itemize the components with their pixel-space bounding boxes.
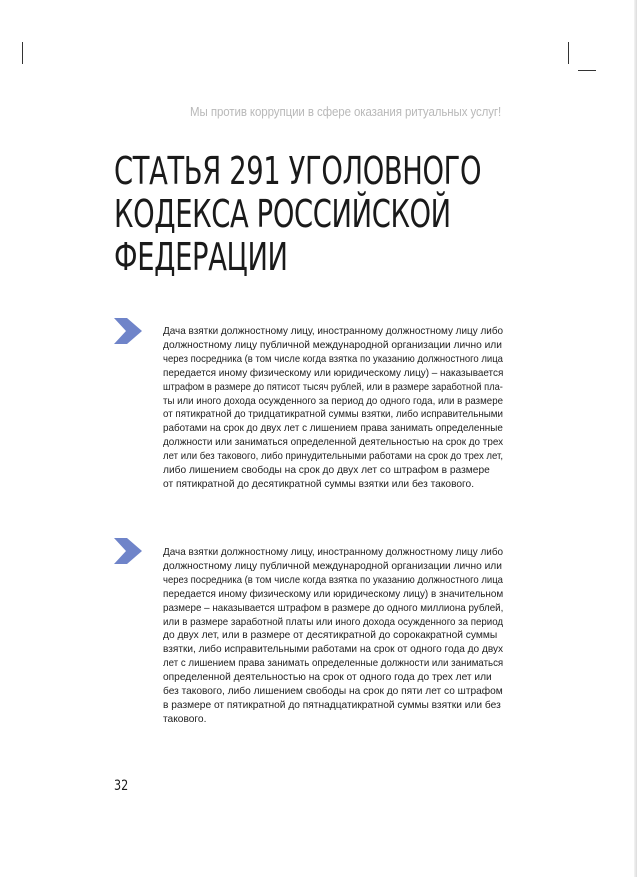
paragraph-line: должности или заниматься определенной деятельностью на срок до трех <box>163 437 504 449</box>
paragraph-line: от пятикратной до десятикратной суммы взятки или без такового. <box>163 478 475 490</box>
paragraph-line: должностному лицу публичной международной организации лично или <box>163 560 502 572</box>
paragraph-line: Дача взятки должностному лицу, иностранному должностному лицу либо <box>163 326 504 337</box>
paragraph-line: лет с лишением права занимать определенные должности или заниматься <box>163 658 504 670</box>
paragraph-line: Дача взятки должностному лицу, иностранному должностному лицу либо <box>163 547 504 558</box>
crop-mark-right-horizontal <box>578 70 596 71</box>
paragraph-line: до двух лет, или в размере от десятикратной до сорокакратной суммы <box>163 630 498 642</box>
paragraph-line: либо лишением свободы на срок до двух лет со штрафом в размере <box>163 465 490 477</box>
paragraph-line: ты или иного дохода осужденного за период до одного года, или в размере <box>163 395 503 407</box>
body-paragraph-1 <box>163 325 503 492</box>
paragraph-line: определенной деятельностью на срок от одного года до трех лет или <box>163 672 492 684</box>
paragraph-line: взятки, либо исправительными работами на срок от одного года до двух <box>163 644 504 656</box>
paragraph-line: от пятикратной до тридцатикратной суммы взятки, либо исправительными <box>163 409 503 421</box>
chevron-right-icon <box>114 538 142 564</box>
article-title <box>114 149 482 279</box>
paragraph-line: или в размере заработной платы или иного дохода осужденного за период <box>163 616 504 628</box>
chevron-right-icon <box>114 318 142 344</box>
body-paragraph-2 <box>163 546 503 727</box>
paragraph-line: через посредника (в том числе когда взятка по указанию должностного лица <box>163 574 503 586</box>
paragraph-line: размере – наказывается штрафом в размере до одного миллиона рублей, <box>163 602 504 614</box>
chevron-shape <box>114 318 142 344</box>
paragraph-line: работами на срок до двух лет с лишением права занимать определенные <box>163 423 503 435</box>
paragraph-line: без такового, либо лишением свободы на срок до пяти лет со штрафом <box>163 686 503 698</box>
crop-mark-left <box>22 42 23 64</box>
title-line: ФЕДЕРАЦИИ <box>114 235 288 279</box>
crop-mark-right <box>568 42 569 64</box>
paragraph-line: передается иному физическому или юридическому лицу) – наказывается <box>163 367 504 379</box>
paragraph-line: в размере от пятикратной до пятнадцатикратной суммы взятки или без <box>163 699 501 711</box>
paragraph-line: через посредника (в том числе когда взятка по указанию должностного лица <box>163 353 503 365</box>
paragraph-line: такового. <box>163 713 207 725</box>
header-tagline: Мы против коррупции в сфере оказания ритуальных услуг! <box>189 105 501 119</box>
paragraph-line: штрафом в размере до пятисот тысяч рублей, или в размере заработной пла- <box>163 381 503 393</box>
title-line: СТАТЬЯ 291 УГОЛОВНОГО <box>114 149 482 193</box>
chevron-shape <box>114 538 142 564</box>
page-number: 32 <box>114 778 129 794</box>
paragraph-line: должностному лицу публичной международной организации лично или <box>163 339 502 351</box>
paragraph-line: передается иному физическому или юридическому лицу) в значительном <box>163 588 504 600</box>
title-line: КОДЕКСА РОССИЙСКОЙ <box>114 192 451 236</box>
paragraph-line: лет или без такового, либо принудительными работами на срок до трех лет, <box>163 451 504 463</box>
